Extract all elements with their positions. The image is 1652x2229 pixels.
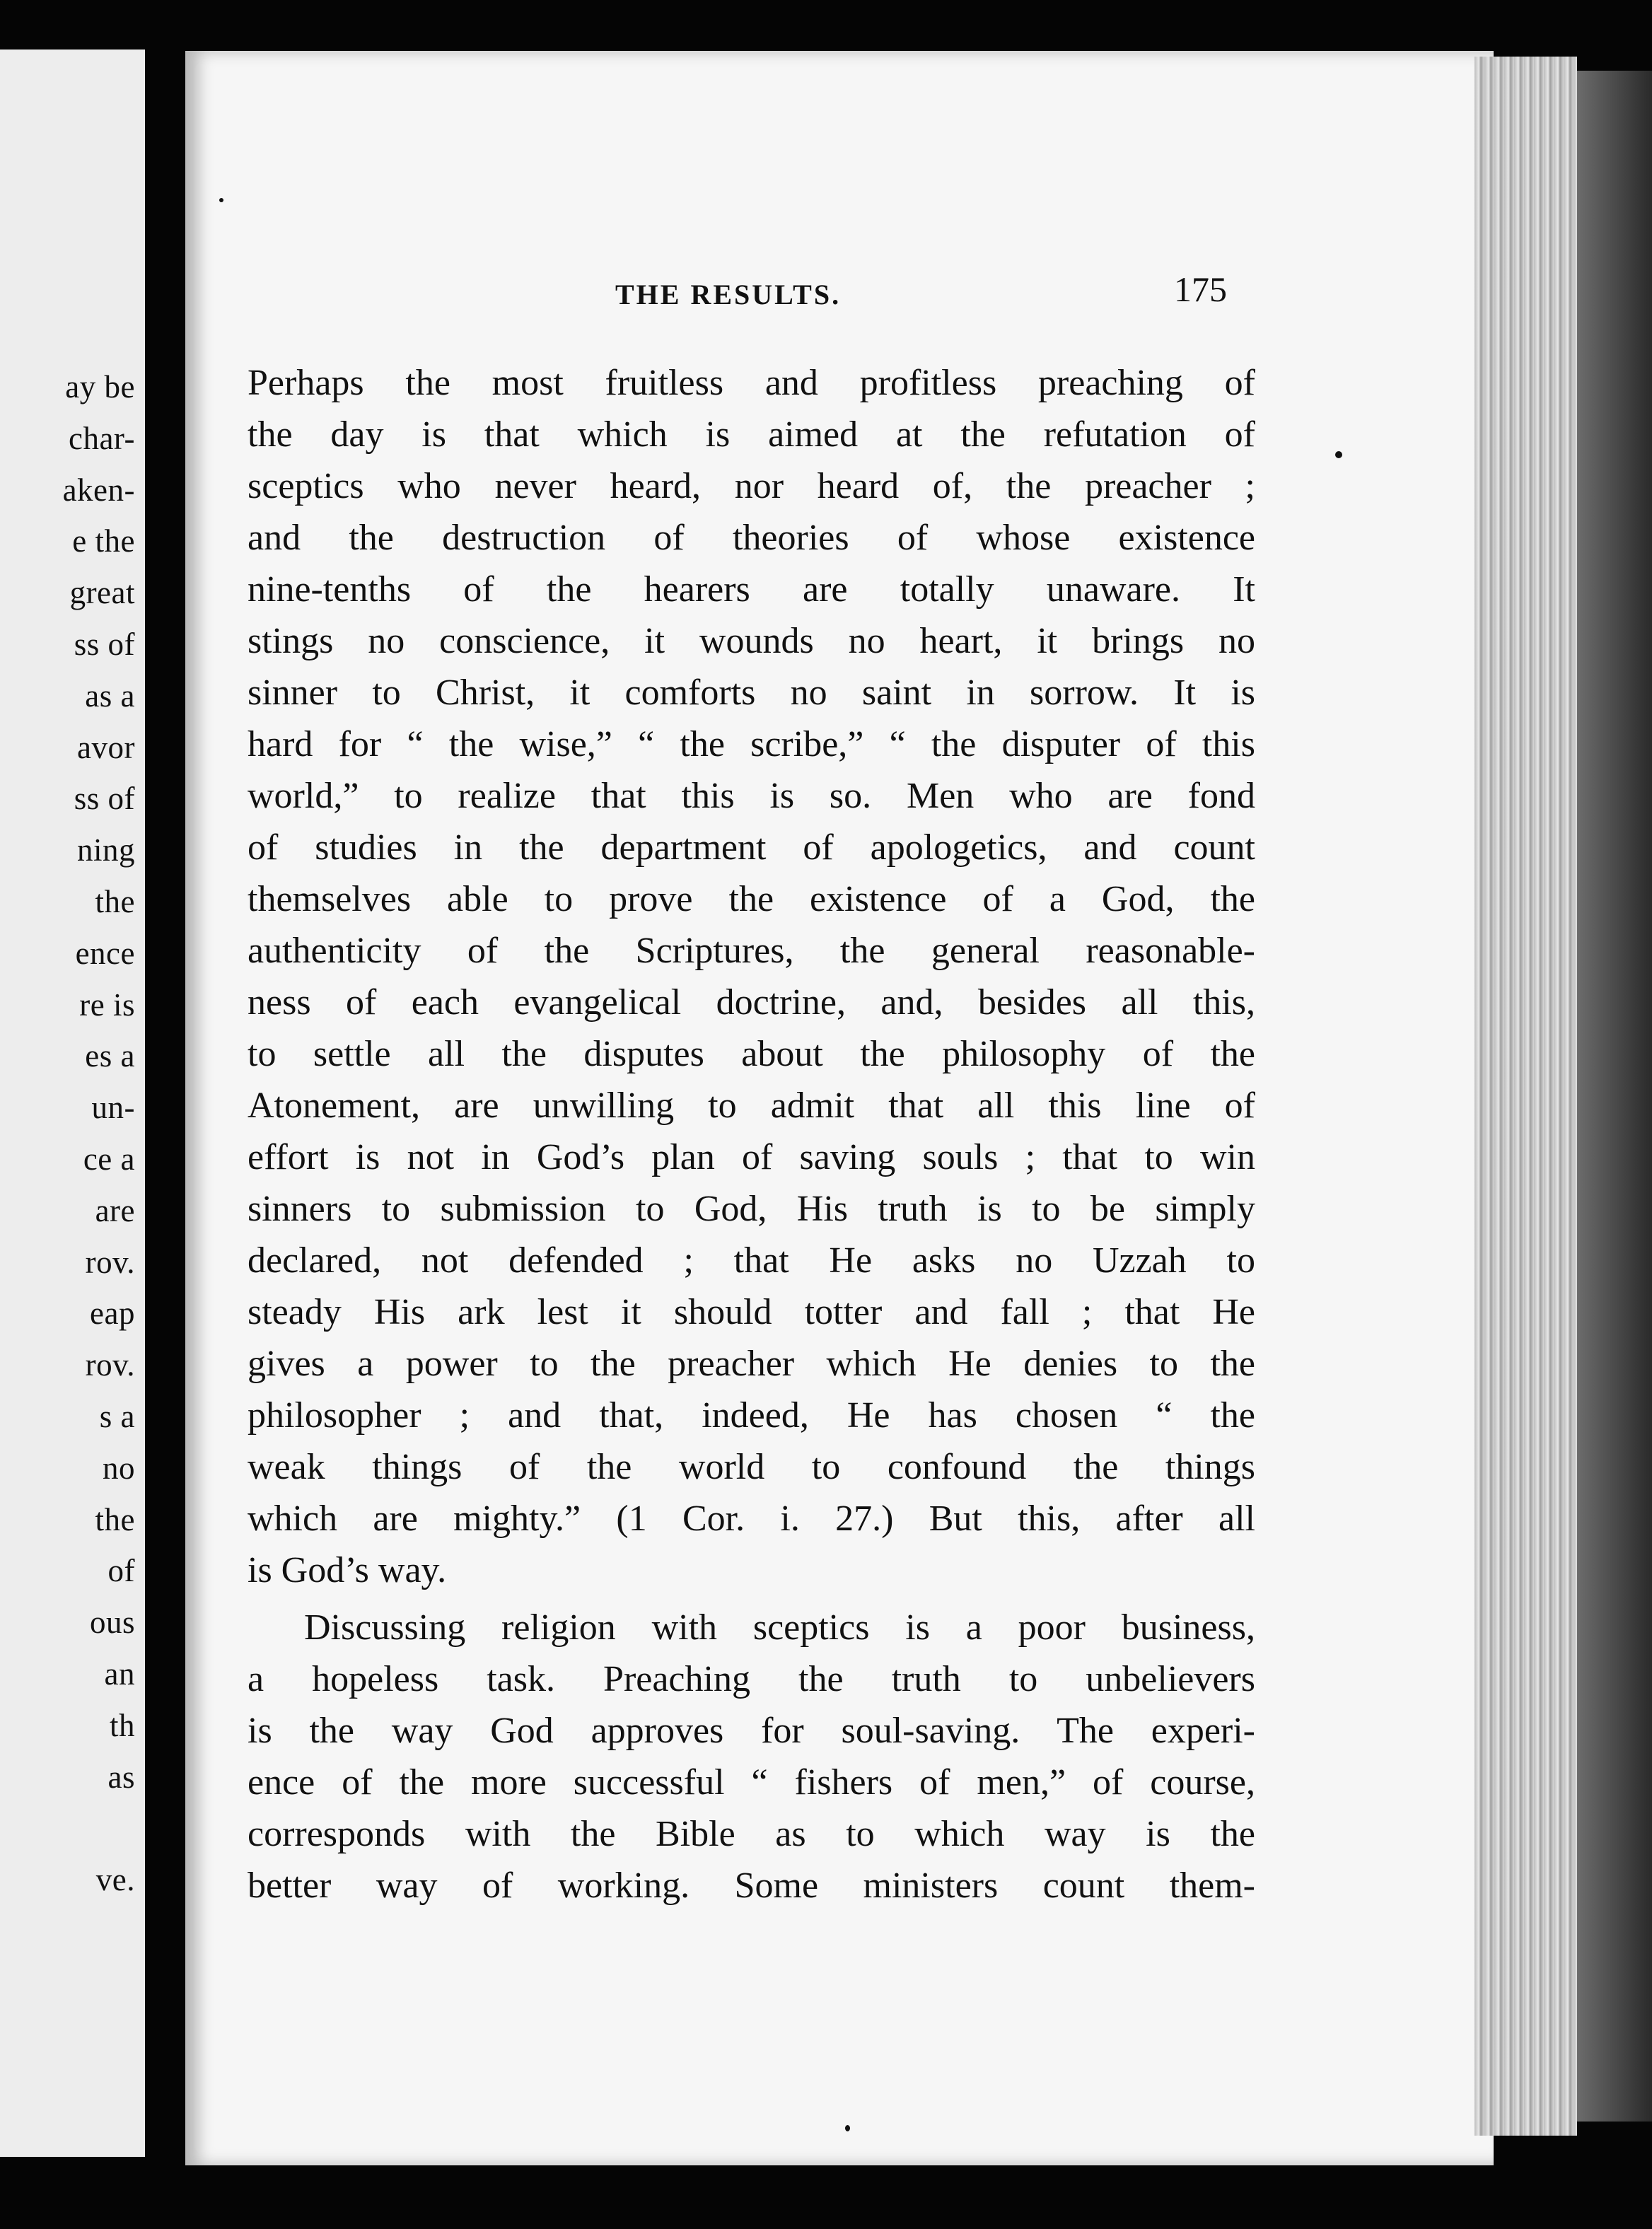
left-page-fragment: es a: [85, 1038, 135, 1074]
left-page-fragment: th: [109, 1707, 135, 1743]
left-page-fragment: re is: [79, 987, 135, 1023]
left-page-fragment: ss of: [74, 627, 135, 662]
text-line: of studies in the department of apologetics, and count: [248, 827, 1255, 868]
text-line: the day is that which is aimed at the refutation of: [248, 414, 1255, 455]
text-line: ness of each evangelical doctrine, and, besides all this,: [248, 982, 1255, 1023]
left-page-fragment: the: [95, 1501, 135, 1537]
text-line: declared, not defended ; that He asks no Uzzah to: [248, 1240, 1255, 1281]
page-edges: [1474, 57, 1577, 2136]
text-line: to settle all the disputes about the philosophy of the: [248, 1034, 1255, 1074]
text-line: themselves able to prove the existence of a God, the: [248, 879, 1255, 919]
text-line: is God’s way.: [248, 1550, 447, 1590]
text-line: hard for “ the wise,” “ the scribe,” “ the disputer of this: [248, 724, 1255, 764]
left-page: [0, 50, 145, 2157]
text-line: philosopher ; and that, indeed, He has chosen “ the: [248, 1395, 1255, 1436]
text-line: better way of working. Some ministers count them-: [248, 1866, 1255, 1906]
text-line: ence of the more successful “ fishers of men,” of course,: [248, 1762, 1255, 1803]
ink-speck: [845, 2125, 850, 2131]
paragraph: [248, 1602, 1255, 1911]
left-page-fragment: ning: [76, 832, 135, 868]
left-page-fragment: ve.: [95, 1862, 135, 1898]
left-page-fragment: great: [69, 575, 135, 611]
left-page-fragment: ss of: [74, 781, 135, 817]
text-line: corresponds with the Bible as to which way is the: [248, 1814, 1255, 1854]
left-page-fragment: e the: [72, 523, 135, 559]
text-line: is the way God approves for soul-saving. The experi-: [248, 1711, 1255, 1751]
left-page-fragment: of: [107, 1553, 135, 1589]
ink-speck: [219, 198, 223, 202]
left-page-fragment: ous: [89, 1605, 135, 1641]
left-page-fragment: as: [107, 1759, 135, 1795]
text-line: stings no conscience, it wounds no heart, it brings no: [248, 621, 1255, 661]
text-line: world,” to realize that this is so. Men who are fond: [248, 776, 1255, 816]
left-page-fragment: ce a: [83, 1141, 135, 1177]
left-page-fragment: rov.: [85, 1244, 135, 1280]
text-line: which are mighty.” (1 Cor. i. 27.) But this, after all: [248, 1498, 1255, 1539]
left-page-fragment: ay be: [65, 369, 135, 405]
left-page-fragment: s a: [99, 1399, 135, 1434]
paragraph: [248, 357, 1255, 1596]
text-line: weak things of the world to confound the things: [248, 1447, 1255, 1487]
left-page-fragment: eap: [90, 1296, 135, 1332]
left-page-fragment: avor: [77, 729, 135, 765]
page-edges-shadow: [1577, 71, 1652, 2122]
text-line: sceptics who never heard, nor heard of, the preacher ;: [248, 466, 1255, 506]
text-line: steady His ark lest it should totter and fall ; that He: [248, 1292, 1255, 1332]
text-line: authenticity of the Scriptures, the general reasonable-: [248, 931, 1255, 971]
left-page-fragment: as a: [85, 677, 135, 714]
left-page-fragment: char-: [68, 420, 135, 456]
left-page-fragment: the: [95, 884, 135, 919]
left-page-fragment: an: [104, 1656, 135, 1692]
text-line: Discussing religion with sceptics is a poor business,: [304, 1607, 1255, 1648]
body-text: [248, 357, 1255, 1911]
text-line: effort is not in God’s plan of saving souls ; that to win: [248, 1137, 1255, 1177]
text-line: gives a power to the preacher which He denies to the: [248, 1344, 1255, 1384]
left-page-fragment: rov.: [85, 1347, 135, 1383]
text-line: and the destruction of theories of whose existence: [248, 518, 1255, 558]
running-head: THE RESULTS.: [615, 279, 842, 310]
left-page-fragment: un-: [91, 1090, 135, 1126]
left-page-fragment: no: [103, 1450, 135, 1486]
left-page-fragment: ence: [75, 935, 135, 971]
left-page-fragment: aken-: [62, 472, 135, 508]
text-line: sinners to submission to God, His truth is to be simply: [248, 1189, 1255, 1229]
ink-speck: [1335, 451, 1342, 458]
text-line: Perhaps the most fruitless and profitless preaching of: [248, 363, 1255, 403]
text-line: sinner to Christ, it comforts no saint in sorrow. It is: [248, 673, 1255, 713]
page-number: 175: [1174, 269, 1227, 309]
text-line: a hopeless task. Preaching the truth to unbelievers: [248, 1659, 1255, 1699]
book-gutter: [145, 0, 187, 2229]
text-line: Atonement, are unwilling to admit that all this line of: [248, 1086, 1255, 1126]
text-line: nine-tenths of the hearers are totally unaware. It: [248, 569, 1255, 610]
left-page-fragment: are: [95, 1192, 135, 1228]
